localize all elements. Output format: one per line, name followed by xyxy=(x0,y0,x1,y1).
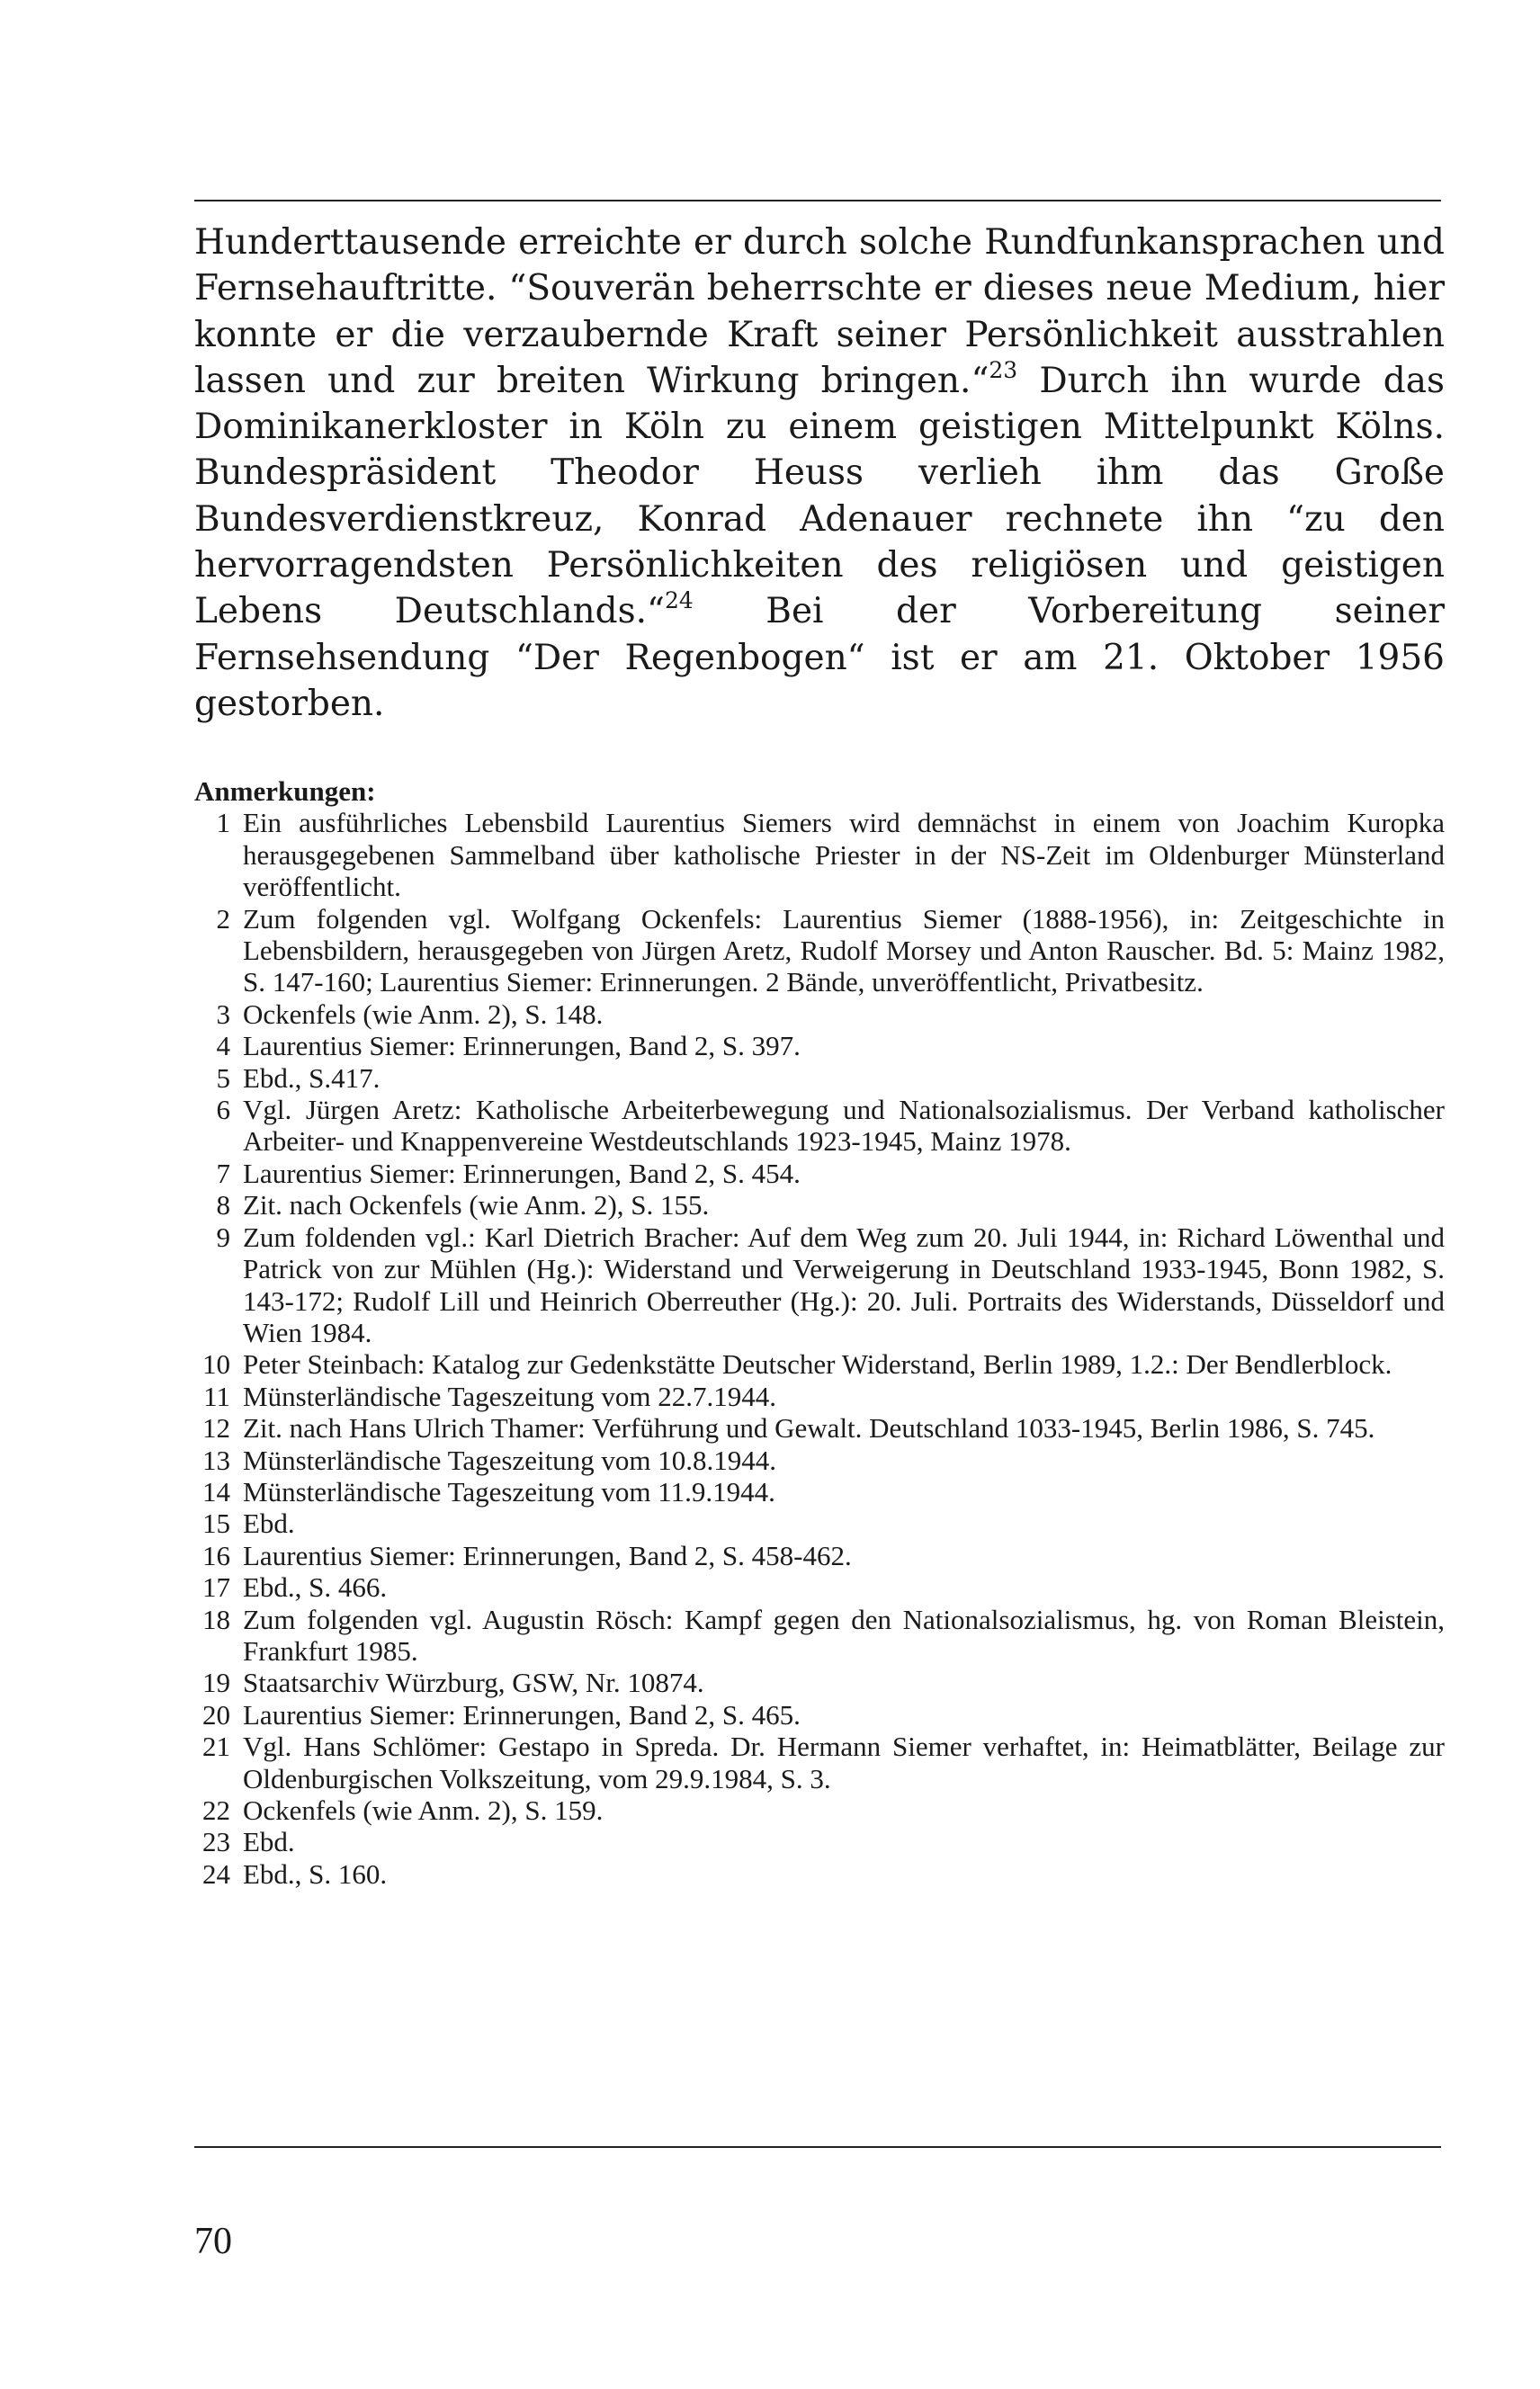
note-text: Vgl. Jürgen Aretz: Katholische Arbeiterbewegung und Nationalsozialismus. Der Verband katholischer Arbeiter- und Knappenvereine Westdeutschlands 1923-1945, Mainz 1978. xyxy=(243,1094,1445,1158)
note-number: 23 xyxy=(202,1826,230,1858)
note-item xyxy=(194,1412,1445,1444)
note-text: Zit. nach Ockenfels (wie Anm. 2), S. 155. xyxy=(243,1189,710,1221)
note-text: Laurentius Siemer: Erinnerungen, Band 2, S. 465. xyxy=(243,1698,801,1731)
note-number: 12 xyxy=(202,1412,230,1445)
note-item xyxy=(194,1030,1445,1061)
notes-heading: Anmerkungen: xyxy=(194,775,376,807)
note-item xyxy=(194,1858,1445,1890)
note-item xyxy=(194,1348,1445,1380)
note-number: 18 xyxy=(202,1603,230,1635)
notes-section xyxy=(194,775,1445,1890)
note-item xyxy=(194,998,1445,1030)
note-number: 2 xyxy=(216,902,230,935)
note-number: 15 xyxy=(202,1508,230,1540)
note-item xyxy=(194,1094,1445,1158)
note-number: 19 xyxy=(202,1667,230,1699)
note-item xyxy=(194,1540,1445,1571)
note-text: Münsterländische Tageszeitung vom 11.9.1944. xyxy=(243,1475,775,1508)
note-text: Peter Steinbach: Katalog zur Gedenkstätte Deutscher Widerstand, Berlin 1989, 1.2.: Der Bendlerblock. xyxy=(243,1348,1392,1381)
note-number: 21 xyxy=(202,1731,230,1763)
body-text-part-3: Bei der Vorbereitung seiner Fernsehsendung “Der Regenbogen“ ist er am 21. Oktober 1956 gestorben. xyxy=(194,591,1445,724)
note-number: 5 xyxy=(216,1061,230,1094)
note-number: 20 xyxy=(202,1698,230,1731)
note-item xyxy=(194,903,1445,998)
note-text: Laurentius Siemer: Erinnerungen, Band 2, S. 458-462. xyxy=(243,1539,852,1571)
note-text: Zum foldenden vgl.: Karl Dietrich Bracher: Auf dem Weg zum 20. Juli 1944, in: Richard Löwenthal und Patrick von zur Mühlen (Hg.): Widerstand und Verweigerung in Deutschland 1933-1945, Bonn 1982, S. 143-172; Rudolf Lill und Heinrich Oberreuther (Hg.): 20. Juli. Portraits des Widerstands, Düsseldorf und Wien 1984. xyxy=(243,1221,1445,1348)
note-number: 8 xyxy=(216,1189,230,1221)
note-text: Ebd., S.417. xyxy=(243,1061,381,1094)
note-text: Zum folgenden vgl. Wolfgang Ockenfels: Laurentius Siemer (1888-1956), in: Zeitgeschichte in Lebensbildern, herausgegeben von Jürgen Aretz, Rudolf Morsey und Anton Rauscher. Bd. 5: Mainz 1982, S. 147-160; Laurentius Siemer: Erinnerungen. 2 Bände, unveröffentlicht, Privatbesitz. xyxy=(243,902,1445,998)
note-item xyxy=(194,1794,1445,1826)
note-item xyxy=(194,1571,1445,1603)
note-item xyxy=(194,1667,1445,1698)
note-item xyxy=(194,1189,1445,1221)
note-item xyxy=(194,1699,1445,1731)
note-number: 22 xyxy=(202,1794,230,1826)
note-item xyxy=(194,1221,1445,1349)
note-text: Münsterländische Tageszeitung vom 22.7.1944. xyxy=(243,1380,777,1412)
note-text: Vgl. Hans Schlömer: Gestapo in Spreda. Dr. Hermann Siemer verhaftet, in: Heimatblätter, Beilage zur Oldenburgischen Volkszeitung, vom 29.9.1984, S. 3. xyxy=(243,1731,1445,1794)
note-number: 4 xyxy=(216,1030,230,1062)
note-number: 7 xyxy=(216,1157,230,1189)
note-text: Münsterländische Tageszeitung vom 10.8.1944. xyxy=(243,1444,777,1476)
note-number: 11 xyxy=(203,1380,230,1412)
note-item xyxy=(194,1062,1445,1094)
top-rule xyxy=(194,200,1441,201)
note-text: Ockenfels (wie Anm. 2), S. 148. xyxy=(243,998,604,1030)
note-item xyxy=(194,807,1445,902)
note-item xyxy=(194,1604,1445,1668)
note-number: 14 xyxy=(202,1475,230,1508)
note-number: 24 xyxy=(202,1857,230,1890)
note-text: Ein ausführliches Lebensbild Laurentius Siemers wird demnächst in einem von Joachim Kuropka herausgegebenen Sammelband über katholische Priester in der NS-Zeit im Oldenburger Münsterland veröffentlicht. xyxy=(243,807,1445,903)
note-text: Zum folgenden vgl. Augustin Rösch: Kampf gegen den Nationalsozialismus, hg. von Roman Bleistein, Frankfurt 1985. xyxy=(243,1603,1445,1667)
note-number: 3 xyxy=(216,998,230,1030)
note-item xyxy=(194,1476,1445,1508)
body-paragraph xyxy=(194,219,1445,727)
notes-list xyxy=(194,807,1445,1890)
note-text: Ebd., S. 466. xyxy=(243,1571,388,1604)
note-item xyxy=(194,1445,1445,1476)
page-number: 70 xyxy=(194,2221,232,2262)
note-number: 17 xyxy=(202,1571,230,1604)
note-number: 1 xyxy=(216,807,230,839)
bottom-rule xyxy=(194,2146,1441,2148)
note-item xyxy=(194,1381,1445,1412)
note-number: 13 xyxy=(202,1444,230,1476)
note-number: 16 xyxy=(202,1539,230,1571)
note-item xyxy=(194,1826,1445,1857)
note-number: 10 xyxy=(202,1348,230,1381)
note-item xyxy=(194,1731,1445,1794)
body-text-part-2: Durch ihn wurde das Dominikanerkloster in Köln zu einem geistigen Mittelpunkt Kölns. Bundespräsident Theodor Heuss verlieh ihm das Große Bundesverdienstkreuz, Konrad Adenauer rechnete ihn “zu den hervorragendsten Persönlichkeiten des religiösen und geistigen Lebens Deutschlands.“ xyxy=(194,360,1445,632)
note-number: 9 xyxy=(216,1221,230,1253)
note-text: Ebd. xyxy=(243,1508,295,1540)
note-number: 6 xyxy=(216,1094,230,1126)
footnote-ref-24: 24 xyxy=(664,587,694,614)
note-text: Zit. nach Hans Ulrich Thamer: Verführung und Gewalt. Deutschland 1033-1945, Berlin 1986, S. 745. xyxy=(243,1412,1375,1445)
note-text: Ebd., S. 160. xyxy=(243,1857,388,1890)
body-text-part-1: Hunderttausende erreichte er durch solche Rundfunkansprachen und Fernsehauftritte. “Souverän beherrschte er dieses neue Medium, hier konnte er die verzaubernde Kraft seiner Persönlichkeit ausstrahlen lassen und zur breiten Wirkung bringen.“ xyxy=(194,222,1445,401)
note-item xyxy=(194,1158,1445,1189)
note-text: Ebd. xyxy=(243,1826,295,1858)
note-text: Laurentius Siemer: Erinnerungen, Band 2, S. 454. xyxy=(243,1157,801,1189)
note-item xyxy=(194,1508,1445,1539)
note-text: Laurentius Siemer: Erinnerungen, Band 2, S. 397. xyxy=(243,1030,801,1062)
footnote-ref-23: 23 xyxy=(989,356,1018,383)
note-text: Staatsarchiv Würzburg, GSW, Nr. 10874. xyxy=(243,1667,704,1699)
note-text: Ockenfels (wie Anm. 2), S. 159. xyxy=(243,1794,604,1826)
